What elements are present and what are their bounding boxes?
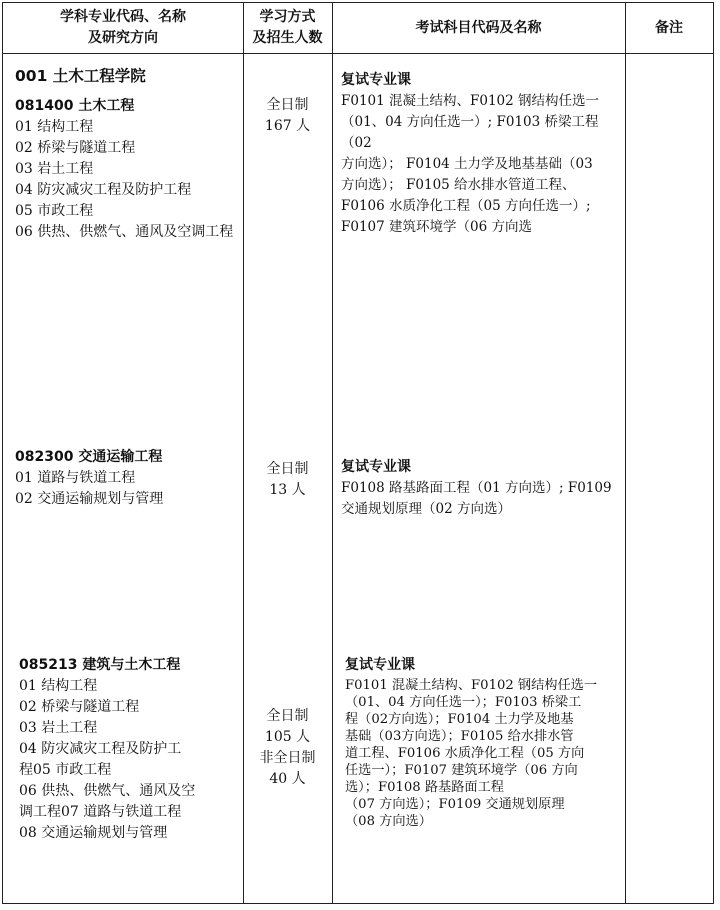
direction-item: 03 岩土工程 bbox=[15, 161, 94, 177]
direction-item: 04 防灾减灾工程及防护工 bbox=[19, 741, 182, 757]
direction-item: 04 防灾减灾工程及防护工程 bbox=[15, 182, 192, 198]
direction-item: 调工程07 道路与铁道工程 bbox=[19, 804, 182, 820]
header-major bbox=[3, 3, 243, 53]
header-mode-line1: 学习方式 bbox=[259, 9, 316, 25]
direction-item: 02 桥梁与隧道工程 bbox=[15, 140, 136, 156]
header-subjects-label: 考试科目代码及名称 bbox=[415, 19, 542, 36]
subject-line: F0106 水质净化工程（05 方向任选一）; bbox=[341, 198, 591, 214]
enrollment-count: 13 人 bbox=[269, 482, 306, 498]
direction-item: 01 结构工程 bbox=[19, 678, 98, 694]
college-title: 001 土木工程学院 bbox=[15, 67, 146, 85]
subject-line: F0108 路基路面工程（01 方向选）; F0109 bbox=[341, 480, 612, 496]
subject-line: 选）；F0108 路基路面工程 bbox=[345, 780, 504, 795]
major-title: 082300 交通运输工程 bbox=[15, 449, 163, 465]
subject-line: 方向选）； F0104 土力学及地基基础（03 bbox=[341, 156, 593, 172]
subject-line: F0101 混凝土结构、F0102 钢结构任选一 bbox=[341, 93, 600, 109]
direction-item: 01 结构工程 bbox=[15, 119, 94, 135]
study-mode-line: 全日制 bbox=[266, 97, 309, 113]
header-subjects bbox=[332, 3, 625, 53]
direction-item: 01 道路与铁道工程 bbox=[15, 470, 136, 486]
major-block-085213 bbox=[19, 655, 241, 844]
header-major-line1: 学科专业代码、名称 bbox=[60, 9, 186, 25]
direction-item: 06 供热、供燃气、通风及空 bbox=[19, 783, 196, 799]
subjects-085213 bbox=[345, 655, 623, 830]
column-divider bbox=[625, 3, 626, 903]
header-major-line2: 及研究方向 bbox=[88, 30, 158, 46]
subjects-082300 bbox=[341, 457, 623, 520]
major-block-081400 bbox=[15, 96, 241, 243]
subject-line: 方向选）； F0105 给水排水管道工程、 bbox=[341, 177, 576, 193]
subject-section-title: 复试专业课 bbox=[345, 657, 415, 673]
major-block-082300 bbox=[15, 447, 241, 510]
admission-table bbox=[2, 2, 714, 904]
subject-line: F0107 建筑环境学（06 方向选 bbox=[341, 219, 532, 235]
direction-item: 05 市政工程 bbox=[15, 203, 94, 219]
subject-line: F0101 混凝土结构、F0102 钢结构任选一 bbox=[345, 678, 598, 693]
subject-section-title: 复试专业课 bbox=[341, 72, 411, 88]
study-mode-line: 全日制 bbox=[266, 461, 309, 477]
header-mode bbox=[243, 3, 332, 53]
direction-item: 程05 市政工程 bbox=[19, 762, 112, 778]
study-mode-085213 bbox=[243, 706, 332, 790]
direction-item: 06 供热、供燃气、通风及空调工程 bbox=[15, 224, 234, 240]
enrollment-count: 105 人 bbox=[264, 729, 311, 745]
major-title: 081400 土木工程 bbox=[15, 98, 135, 114]
header-divider bbox=[3, 53, 713, 54]
study-mode-line: 全日制 bbox=[266, 708, 309, 724]
subject-line: 交通规划原理（02 方向选） bbox=[341, 501, 511, 517]
subject-line: （08 方向选） bbox=[345, 814, 432, 829]
header-notes-label: 备注 bbox=[655, 19, 683, 36]
header-notes bbox=[625, 3, 713, 53]
enrollment-count: 167 人 bbox=[264, 118, 311, 134]
major-title: 085213 建筑与土木工程 bbox=[19, 657, 181, 673]
header-mode-line2: 及招生人数 bbox=[252, 30, 323, 46]
enrollment-count: 40 人 bbox=[269, 771, 306, 787]
subject-line: （01、04 方向任选一）; F0103 桥梁工程（02 bbox=[341, 114, 599, 151]
direction-item: 03 岩土工程 bbox=[19, 720, 98, 736]
subject-line: （01、04 方向任选一）；F0103 桥梁工 bbox=[345, 695, 582, 710]
subject-section-title: 复试专业课 bbox=[341, 459, 411, 475]
subject-line: 基础（03方向选）；F0105 给水排水管 bbox=[345, 729, 574, 744]
column-divider bbox=[332, 3, 333, 903]
study-mode-082300 bbox=[243, 459, 332, 501]
subject-line: 程（02方向选）；F0104 土力学及地基 bbox=[345, 712, 574, 727]
study-mode-line: 非全日制 bbox=[259, 750, 316, 766]
direction-item: 08 交通运输规划与管理 bbox=[19, 825, 168, 841]
subjects-081400 bbox=[341, 70, 623, 238]
subject-line: （07 方向选）；F0109 交通规划原理 bbox=[345, 797, 565, 812]
direction-item: 02 交通运输规划与管理 bbox=[15, 491, 164, 507]
direction-item: 02 桥梁与隧道工程 bbox=[19, 699, 140, 715]
study-mode-081400 bbox=[243, 95, 332, 137]
subject-line: 任选一）；F0107 建筑环境学（06 方向 bbox=[345, 763, 578, 778]
subject-line: 道工程、F0106 水质净化工程（05 方向 bbox=[345, 746, 585, 761]
